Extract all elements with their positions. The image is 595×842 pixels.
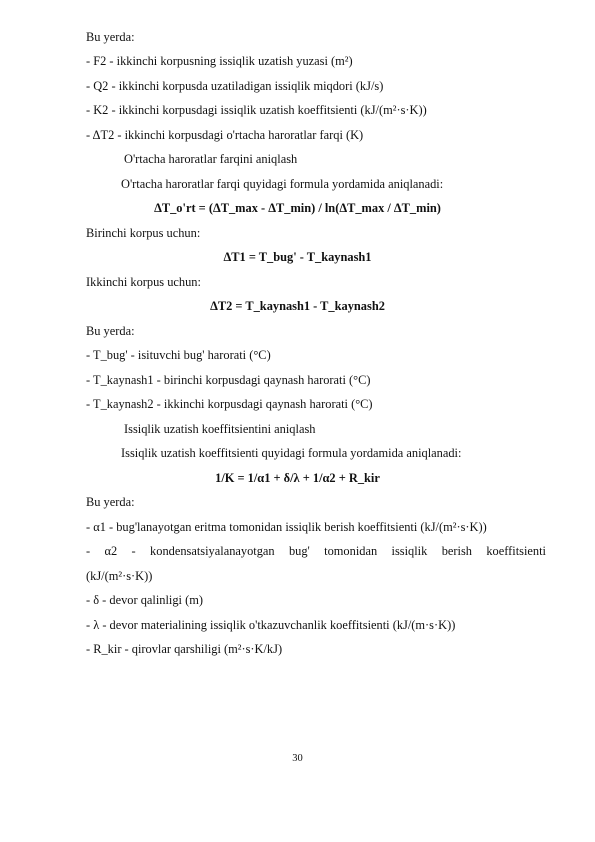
word: berish	[441, 544, 472, 558]
text-line: - T_bug' - isituvchi bug' harorati (°C)	[86, 348, 271, 362]
page-number: 30	[292, 753, 303, 764]
word: -	[131, 544, 136, 558]
text-line: - Q2 - ikkinchi korpusda uzatiladigan issiqlik miqdori (kJ/s)	[86, 79, 384, 93]
formula: 1/K = 1/α1 + δ/λ + 1/α2 + R_kir	[215, 471, 380, 485]
text-line: - K2 - ikkinchi korpusdagi issiqlik uzatish koeffitsienti (kJ/(m²·s·K))	[86, 103, 427, 117]
word: kondensatsiyalanayotgan	[150, 544, 275, 558]
formula: ΔT1 = T_bug' - T_kaynash1	[223, 250, 372, 264]
text-line: Issiqlik uzatish koeffitsienti quyidagi formula yordamida aniqlanadi:	[121, 446, 462, 460]
text-line: Ikkinchi korpus uchun:	[86, 275, 201, 289]
text-line: - α1 - bug'lanayotgan eritma tomonidan issiqlik berish koeffitsienti (kJ/(m²·s·K))	[86, 520, 487, 534]
text-line: Bu yerda:	[86, 30, 135, 44]
word: α2	[104, 544, 118, 558]
text-line: Birinchi korpus uchun:	[86, 226, 201, 240]
text-line: Bu yerda:	[86, 495, 135, 509]
text-line: - T_kaynash1 - birinchi korpusdagi qaynash harorati (°C)	[86, 373, 371, 387]
word: tomonidan	[324, 544, 378, 558]
text-line: - λ - devor materialining issiqlik o'tkazuvchanlik koeffitsienti (kJ/(m·s·K))	[86, 618, 456, 632]
text-line: - ΔT2 - ikkinchi korpusdagi o'rtacha haroratlar farqi (K)	[86, 128, 364, 142]
formula: ΔT_o'rt = (ΔT_max - ΔT_min) / ln(ΔT_max / ΔT_min)	[154, 201, 441, 215]
section-heading: O'rtacha haroratlar farqini aniqlash	[124, 152, 298, 166]
text-line: - F2 - ikkinchi korpusning issiqlik uzatish yuzasi (m²)	[86, 54, 353, 68]
section-heading: Issiqlik uzatish koeffitsientini aniqlash	[124, 422, 316, 436]
word: bug'	[288, 544, 310, 558]
text-line: (kJ/(m²·s·K))	[86, 569, 153, 583]
formula: ΔT2 = T_kaynash1 - T_kaynash2	[210, 299, 385, 313]
word: koeffitsienti	[486, 544, 546, 558]
text-line: - R_kir - qirovlar qarshiligi (m²·s·K/kJ)	[86, 642, 283, 656]
text-line: O'rtacha haroratlar farqi quyidagi formula yordamida aniqlanadi:	[121, 177, 444, 191]
text-line: - δ - devor qalinligi (m)	[86, 593, 203, 607]
word: -	[86, 544, 91, 558]
justified-line	[86, 544, 546, 559]
word: issiqlik	[391, 544, 428, 558]
text-line: - T_kaynash2 - ikkinchi korpusdagi qaynash harorati (°C)	[86, 397, 373, 411]
text-line: Bu yerda:	[86, 324, 135, 338]
